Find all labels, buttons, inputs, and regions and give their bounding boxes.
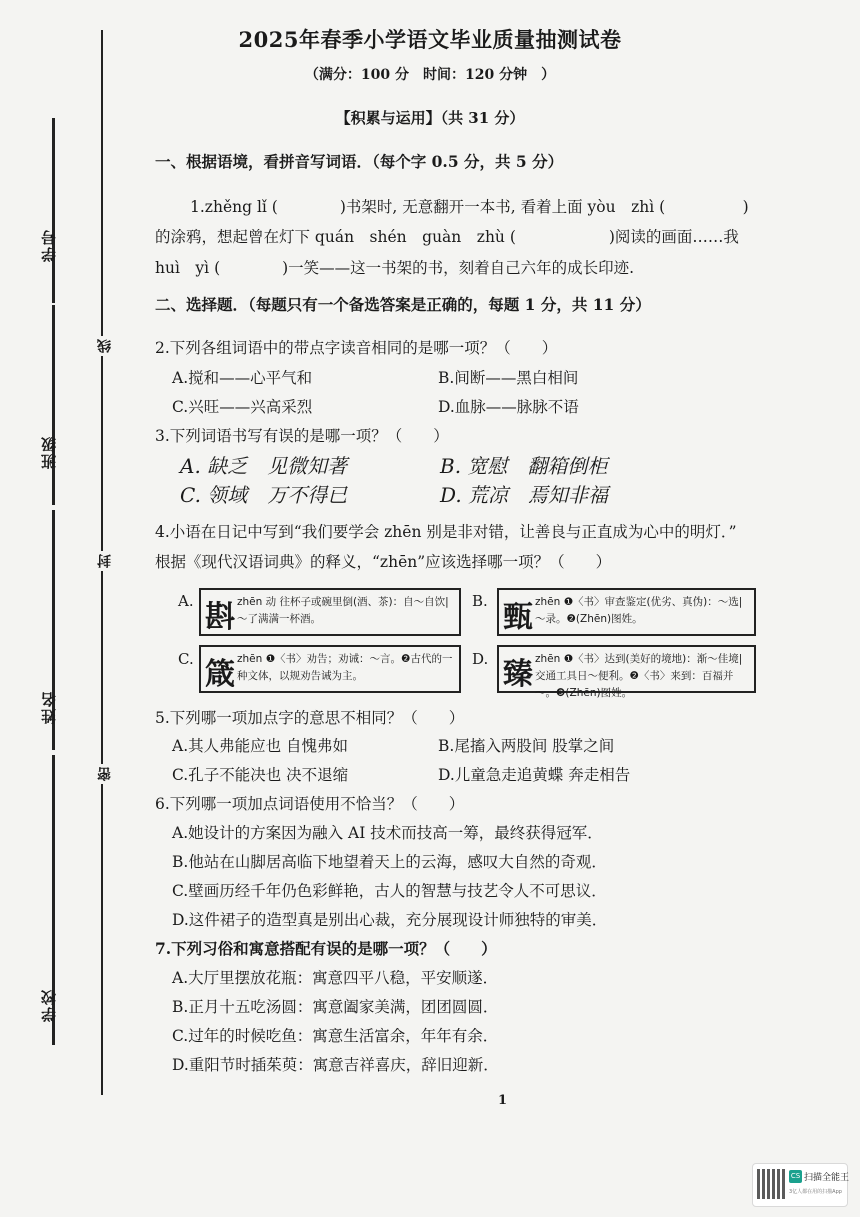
- q7-option-b: B.正月十五吃汤圆：寓意阖家美满，团团圆圆．: [172, 998, 499, 1016]
- q4-option-b-char: 甄: [503, 600, 533, 635]
- q6-stem: 6.下列哪一项加点词语使用不恰当？（ ）: [155, 795, 465, 813]
- q2-option-c: C.兴旺——兴高采烈: [172, 398, 313, 416]
- q4-option-a-char: 斟: [205, 600, 235, 635]
- q3-option-a: A. 缺乏 见微知著: [180, 454, 348, 478]
- q6-option-c: C.壁画历经千年仍色彩鲜艳，古人的智慧与技艺令人不可思议．: [172, 882, 607, 900]
- exam-subtitle: （满分：100 分 时间：120 分钟 ）: [304, 67, 556, 83]
- q5-stem: 5.下列哪一项加点字的意思不相同？（ ）: [155, 709, 465, 727]
- q4-option-d-definition: zhēn ❶〈书〉达到(美好的境地)：渐～佳境|交通工具日～便利。❷〈书〉来到：百福并～。❸(Zhēn)图姓。: [535, 653, 743, 699]
- qr-code-icon: [757, 1169, 785, 1199]
- part1-line-2: 的涂鸦，想起曾在灯下 quán shén guàn zhù ( )阅读的画面……我: [155, 228, 739, 246]
- q4-stem-line-1: 4.小语在日记中写到“我们要学会 zhēn 别是非对错，让善良与正直成为心中的明灯．”: [155, 523, 737, 541]
- q4-option-c-char: 箴: [205, 657, 235, 692]
- q4-option-c-definition: zhēn ❶〈书〉劝告；劝诫：～言。❷古代的一种文体，以规劝告诫为主。: [237, 653, 453, 682]
- margin-label-class: 班级: [40, 435, 58, 469]
- part1-line-3: huì yì ( )一笑——这一书架的书，刻着自己六年的成长印迹.: [155, 259, 635, 277]
- part2-heading: 二、选择题．（每题只有一个备选答案是正确的，每题 1 分，共 11 分）: [155, 295, 651, 314]
- q5-option-c: C.孔子不能决也 决不退缩: [172, 766, 349, 784]
- scanner-watermark: [752, 1163, 848, 1207]
- q7-option-c: C.过年的时候吃鱼：寓意生活富余，年年有余．: [172, 1027, 499, 1045]
- seal-mark-secret: 密: [95, 764, 115, 784]
- q3-option-d: D. 荒凉 焉知非福: [440, 483, 609, 507]
- q7-stem: 7.下列习俗和寓意搭配有误的是哪一项？（ ）: [155, 939, 497, 958]
- q2-option-b: B.间断——黑白相间: [438, 369, 579, 387]
- q2-option-d: D.血脉——脉脉不语: [438, 398, 579, 416]
- q3-option-c: C. 领域 万不得已: [180, 483, 348, 507]
- margin-underline-class: [52, 305, 55, 505]
- scanner-app-name: 扫描全能王: [804, 1173, 850, 1183]
- q6-option-b: B.他站在山脚居高临下地望着天上的云海，感叹大自然的奇观．: [172, 853, 607, 871]
- q4-option-b-definition: zhēn ❶〈书〉审查鉴定(优劣、真伪)：～选|～录。❷(Zhēn)图姓。: [535, 596, 743, 625]
- q4-option-b-letter: B.: [472, 592, 488, 610]
- q4-option-a-definition: zhēn 动 往杯子或碗里倒(酒、茶)：自～自饮|～了满满一杯酒。: [237, 596, 449, 625]
- q2-option-a: A.搅和——心平气和: [172, 369, 313, 387]
- q3-option-b: B. 宽慰 翻箱倒柜: [440, 454, 608, 478]
- q6-option-a: A.她设计的方案因为融入 AI 技术而技高一筹，最终获得冠军．: [172, 824, 603, 842]
- q4-option-d-char: 臻: [503, 657, 533, 692]
- cs-logo-icon: CS: [789, 1170, 802, 1183]
- q4-option-a-entry: [199, 588, 461, 636]
- q4-option-c-entry: [199, 645, 461, 693]
- q4-option-d-letter: D.: [472, 650, 489, 668]
- margin-label-student-id: 学号: [40, 228, 58, 262]
- q4-option-a-letter: A.: [178, 592, 194, 610]
- margin-label-name: 姓名: [40, 690, 58, 724]
- q3-stem: 3.下列词语书写有误的是哪一项？（ ）: [155, 427, 449, 445]
- part1-line-1: 1.zhěng lǐ ( )书架时, 无意翻开一本书, 看着上面 yòu zhì ( ): [190, 198, 749, 216]
- exam-title: 2025年春季小学语文毕业质量抽测试卷: [238, 27, 622, 52]
- page-number: 1: [497, 1093, 508, 1108]
- q6-option-d: D.这件裙子的造型真是别出心裁，充分展现设计师独特的审美．: [172, 911, 608, 929]
- q4-stem-line-2: 根据《现代汉语词典》的释义，“zhēn”应该选择哪一项？（ ）: [155, 553, 612, 571]
- scanner-tagline: 3亿人都在用的扫描App: [789, 1189, 842, 1195]
- part1-heading: 一、根据语境，看拼音写词语．（每个字 0.5 分，共 5 分）: [155, 152, 564, 171]
- q5-option-b: B.尾搐入两股间 股掌之间: [438, 737, 615, 755]
- q7-option-a: A.大厅里摆放花瓶：寓意四平八稳，平安顺遂．: [172, 969, 499, 987]
- seal-mark-line: 线: [95, 336, 115, 356]
- q5-option-a: A.其人弗能应也 自愧弗如: [172, 737, 349, 755]
- seal-mark-seal: 封: [95, 551, 115, 571]
- q5-option-d: D.儿童急走追黄蝶 奔走相告: [438, 766, 631, 784]
- margin-label-school: 学校: [40, 988, 58, 1022]
- q4-option-c-letter: C.: [178, 650, 194, 668]
- q2-stem: 2.下列各组词语中的带点字读音相同的是哪一项？（ ）: [155, 339, 558, 357]
- q7-option-d: D.重阳节时插茱萸：寓意吉祥喜庆，辞旧迎新．: [172, 1056, 499, 1074]
- section-heading: 【积累与运用】（共 31 分）: [335, 109, 525, 127]
- q4-option-d-entry: [497, 645, 756, 699]
- margin-underline-student-id: [52, 118, 55, 303]
- q4-option-b-entry: [497, 588, 756, 636]
